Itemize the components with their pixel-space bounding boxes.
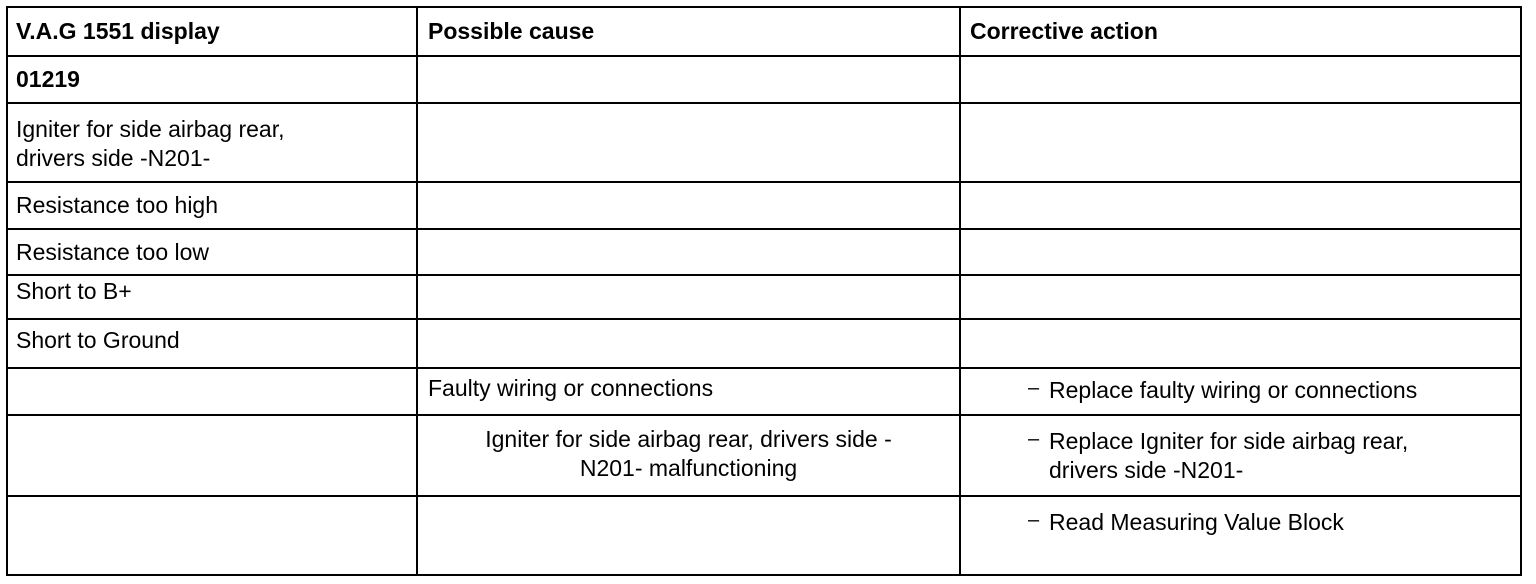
cause-faulty-wiring: Faulty wiring or connections xyxy=(428,375,714,401)
diagnostic-table xyxy=(6,6,1522,576)
column-header-cause: Possible cause xyxy=(428,18,595,44)
action-replace-igniter-line2: drivers side -N201- xyxy=(1049,457,1244,483)
fault-short-ground: Short to Ground xyxy=(16,327,180,353)
row-divider xyxy=(6,495,1522,497)
row-divider xyxy=(6,228,1522,230)
component-name-line1: Igniter for side airbag rear, xyxy=(16,116,285,142)
row-divider xyxy=(6,318,1522,320)
action-read-measuring-block: Read Measuring Value Block xyxy=(1049,509,1344,535)
row-divider xyxy=(6,367,1522,369)
fault-code: 01219 xyxy=(16,66,80,92)
fault-short-b-plus: Short to B+ xyxy=(16,278,132,304)
row-divider xyxy=(6,414,1522,416)
bullet-dash: – xyxy=(1028,377,1040,399)
component-name-line2: drivers side -N201- xyxy=(16,145,211,171)
action-replace-wiring: Replace faulty wiring or connections xyxy=(1049,377,1418,403)
row-divider xyxy=(6,274,1522,276)
column-divider xyxy=(416,6,418,576)
column-header-display: V.A.G 1551 display xyxy=(16,18,220,44)
column-divider xyxy=(959,6,961,576)
cause-igniter-line1: Igniter for side airbag rear, drivers side - xyxy=(485,426,892,452)
row-divider xyxy=(6,55,1522,57)
table-border-top xyxy=(6,6,1522,8)
action-replace-igniter-line1: Replace Igniter for side airbag rear, xyxy=(1049,428,1409,454)
column-header-action: Corrective action xyxy=(970,18,1158,44)
table-border-left xyxy=(6,6,8,576)
cause-igniter-line2: N201- malfunctioning xyxy=(579,455,798,481)
bullet-dash: – xyxy=(1028,509,1040,531)
row-divider xyxy=(6,181,1522,183)
table-border-bottom xyxy=(6,574,1522,576)
fault-resistance-low: Resistance too low xyxy=(16,239,210,265)
row-divider xyxy=(6,102,1522,104)
fault-resistance-high: Resistance too high xyxy=(16,192,219,218)
bullet-dash: – xyxy=(1028,428,1040,450)
table-border-right xyxy=(1520,6,1522,576)
